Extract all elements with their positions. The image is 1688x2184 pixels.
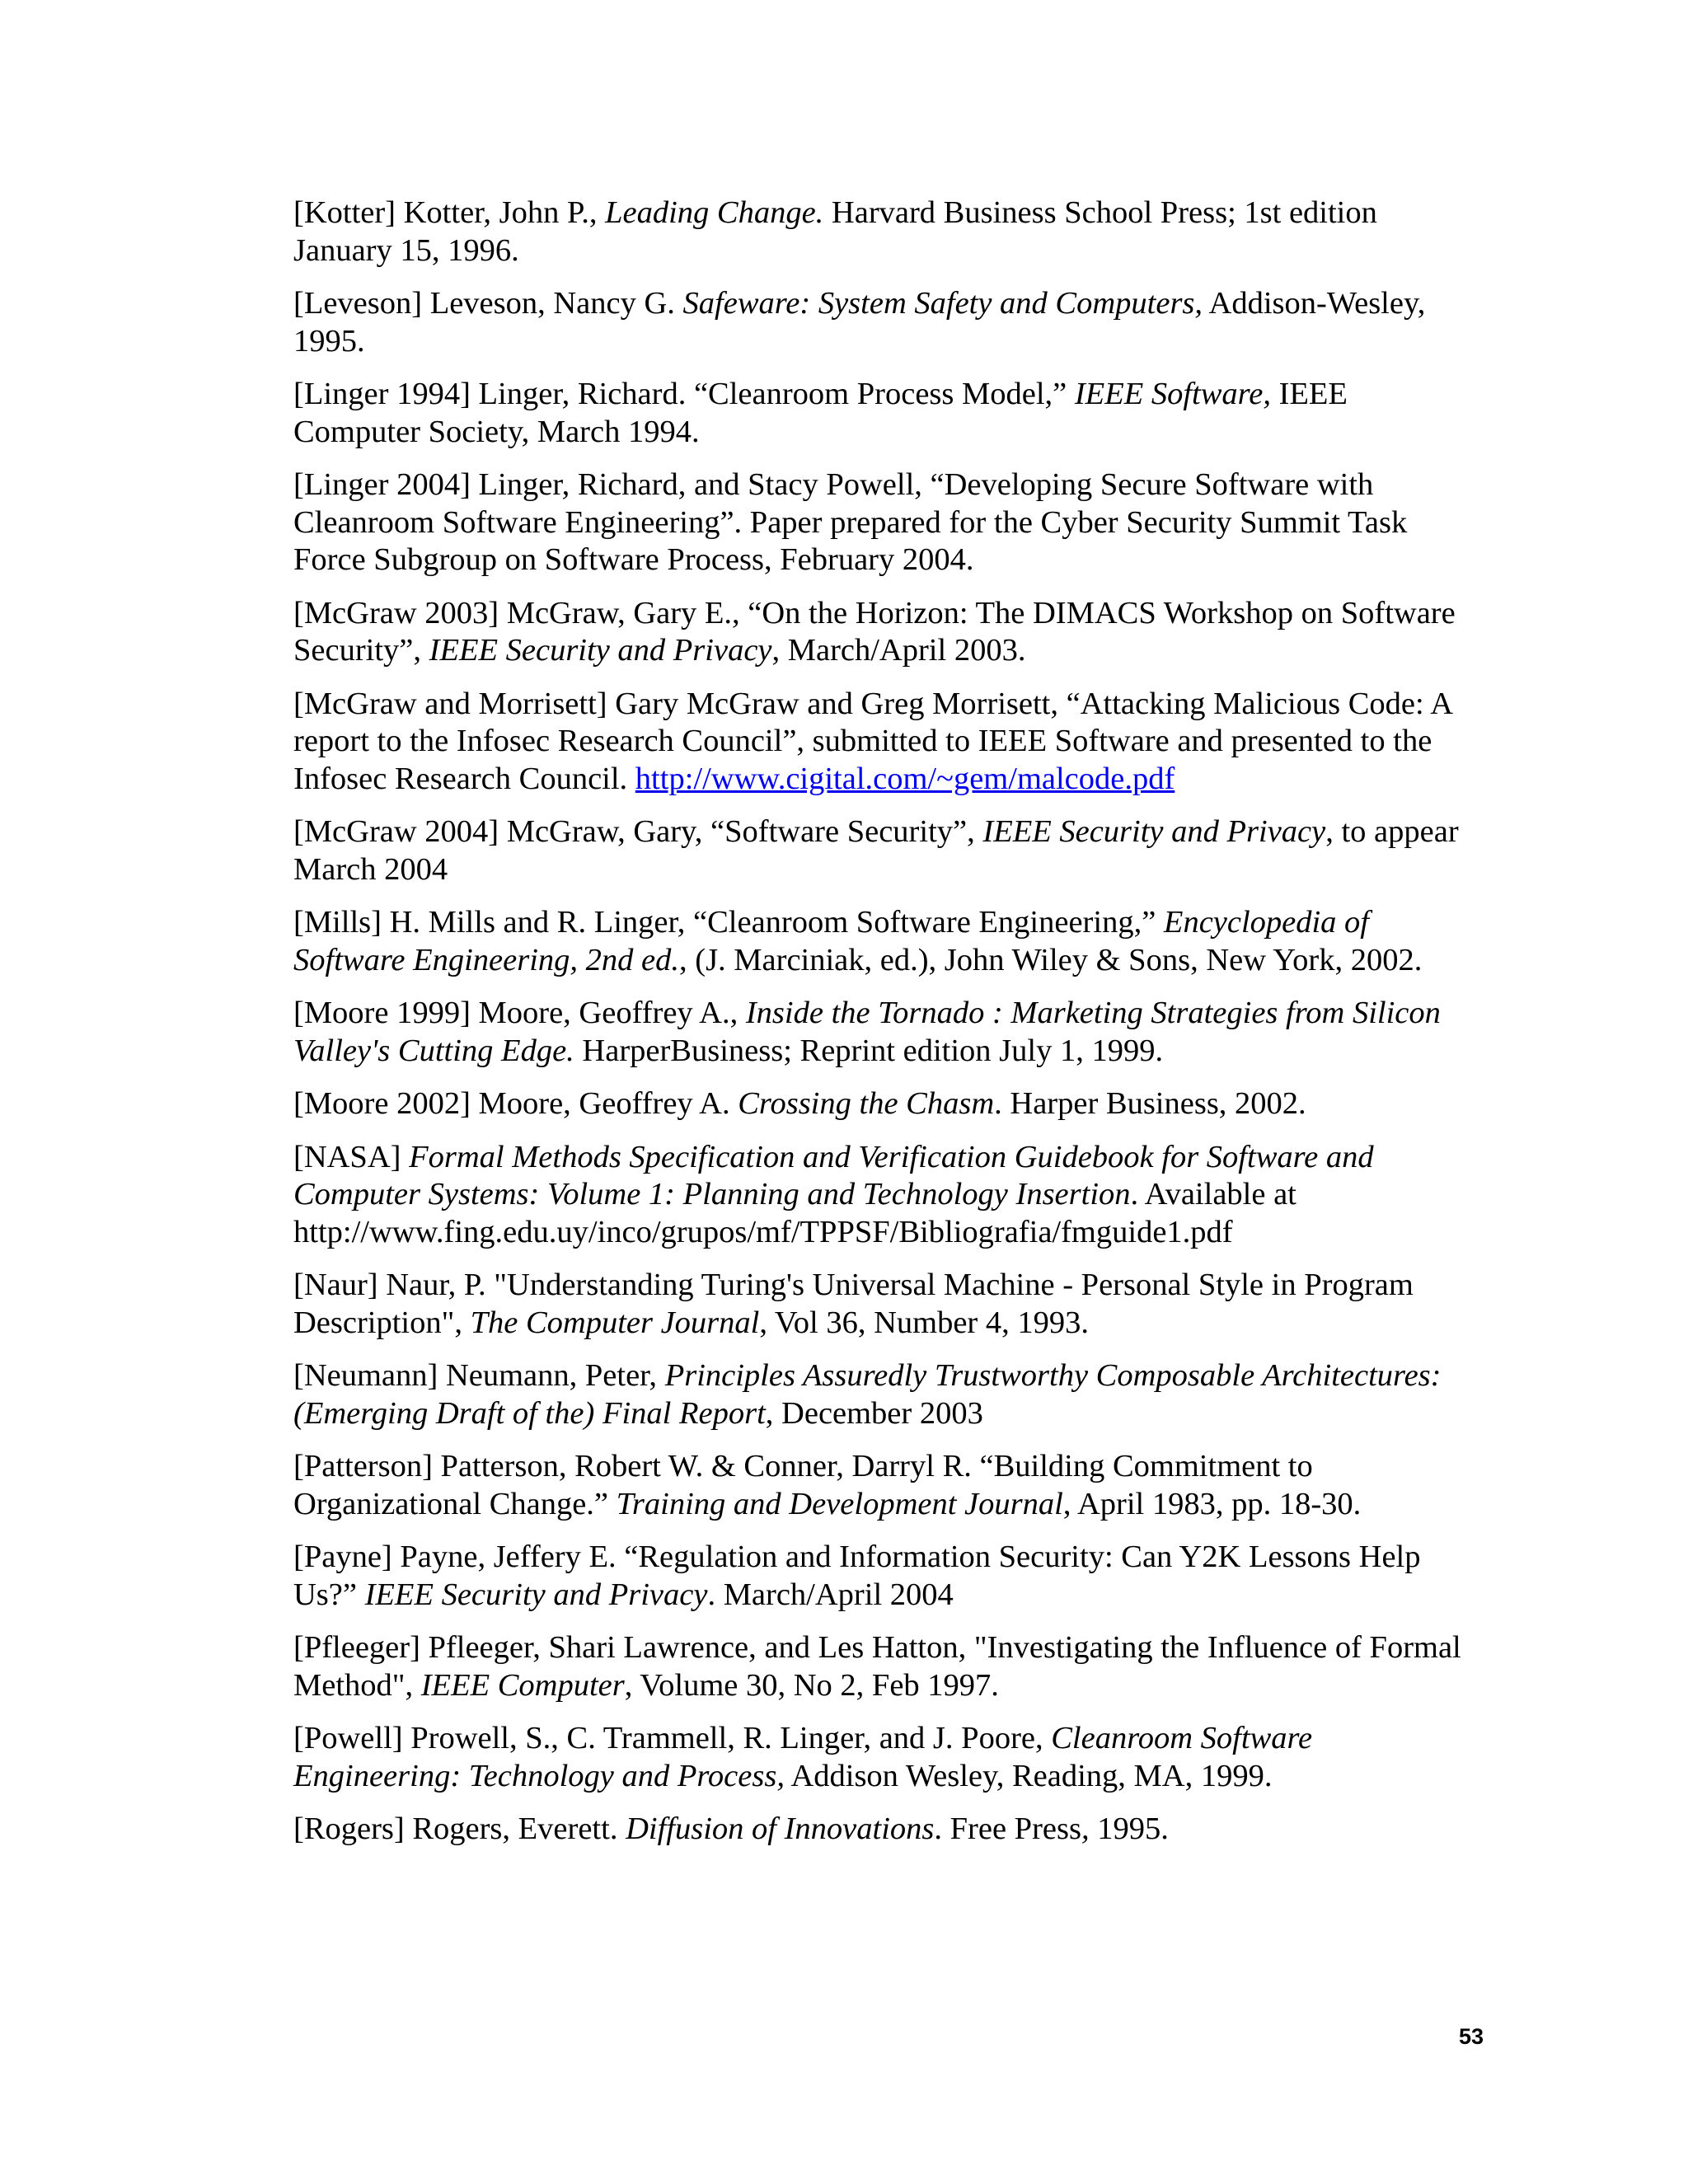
reference-entry [293,1720,1480,1795]
reference-text: , Volume 30, No 2, Feb 1997. [624,1667,999,1703]
reference-italic-text: Encyclopedia of Software Engineering, 2nd ed. [293,905,1370,977]
reference-list [293,194,1480,1864]
reference-entry [293,1811,1480,1849]
reference-text: , to appear March 2004 [293,814,1459,887]
reference-text: [McGraw 2004] McGraw, Gary, “Software Security”, [293,814,983,849]
reference-text: [Linger 2004] Linger, Richard, and Stacy Powell, “Developing Secure Software with Cleanroom Software Engineering”. Paper prepared for the Cyber Security Summit Task Force Subgroup on Software Process, February 2004. [293,467,1408,577]
reference-text: , Vol 36, Number 4, 1993. [759,1305,1090,1340]
reference-text: [Naur] Naur, P. "Understanding Turing's Universal Machine - Personal Style in Program Description", [293,1268,1414,1340]
reference-italic-text: Leading Change. [605,195,824,230]
reference-entry [293,995,1480,1070]
reference-text: [Linger 1994] Linger, Richard. “Cleanroom Process Model,” [293,377,1075,411]
reference-text: 1995. [1089,1811,1169,1846]
reference-text: [Moore 2002] Moore, Geoffrey A. [293,1086,738,1121]
reference-italic-text: Diffusion of Innovations [626,1811,935,1846]
reference-text: [NASA] [293,1139,410,1174]
reference-text: [Kotter] Kotter, John P., [293,195,606,230]
reference-text: , (J. Marciniak, ed.), John Wiley & Sons, New York, 2002. [679,942,1423,977]
reference-text: , April 1983, pp. 18-30. [1062,1486,1362,1521]
reference-entry [293,1357,1480,1432]
reference-text: [Leveson] Leveson, Nancy G. [293,286,683,321]
reference-entry [293,194,1480,269]
reference-text: . Available at http://www.fing.edu.uy/inco/grupos/mf/TPPSF/Bibliografia/fmguide1.pdf [293,1177,1296,1249]
reference-text: HarperBusiness; Reprint edition July 1, 1999. [574,1033,1164,1068]
reference-italic-text: , [1081,1811,1090,1846]
reference-text: [Powell] Prowell, S., C. Trammell, R. Linger, and J. Poore, [293,1721,1052,1755]
reference-entry [293,285,1480,360]
reference-entry [293,1448,1480,1523]
reference-text: . Free Press [934,1811,1081,1846]
reference-entry [293,1629,1480,1704]
reference-text: [Moore 1999] Moore, Geoffrey A., [293,996,746,1030]
reference-text: , March/April 2003. [771,633,1026,668]
reference-entry [293,1085,1480,1123]
reference-text: Harvard Business School Press; 1st edition January 15, 1996. [293,195,1377,268]
reference-entry [293,1267,1480,1342]
reference-entry [293,904,1480,979]
reference-italic-text: Inside the Tornado : Marketing Strategies from Silicon Valley's Cutting Edge. [293,996,1441,1068]
reference-entry [293,1139,1480,1252]
reference-italic-text: IEEE Software, [1074,377,1271,411]
reference-text: IEEE Computer Society, March 1994. [293,377,1348,449]
reference-entry [293,376,1480,451]
reference-text: Addison Wesley, Reading, MA, 1999. [784,1758,1273,1793]
reference-link[interactable]: http://www.cigital.com/~gem/malcode.pdf [635,761,1175,796]
reference-text: . Harper Business, 2002. [994,1086,1306,1121]
reference-text: [Pfleeger] Pfleeger, Shari Lawrence, and Les Hatton, "Investigating the Influence of Formal Method", [293,1630,1461,1703]
reference-entry [293,1539,1480,1614]
reference-entry [293,686,1480,799]
page-number: 53 [1458,2024,1484,2049]
reference-italic-text: Principles Assuredly Trustworthy Composable Architectures: (Emerging Draft of the) Final Report [293,1358,1442,1431]
reference-italic-text: Cleanroom Software Engineering: Technology and Process, [293,1721,1313,1793]
reference-italic-text: Formal Methods Specification and Verification Guidebook for Software and Computer Systems: Volume 1: Planning and Technology Insertion [293,1139,1374,1212]
reference-text: , December 2003 [765,1395,983,1431]
reference-text: [Rogers] Rogers, Everett. [293,1811,626,1846]
reference-text: Addison-Wesley, 1995. [293,286,1426,359]
reference-italic-text: The Computer Journal [470,1305,760,1340]
reference-text: [McGraw 2003] McGraw, Gary E., “On the Horizon: The DIMACS Workshop on Software Security”, [293,595,1456,668]
reference-entry [293,813,1480,888]
reference-italic-text: Safeware: System Safety and Computers, [682,286,1203,321]
reference-italic-text: IEEE Security and Privacy [429,633,772,668]
reference-italic-text: Training and Development Journal [616,1486,1063,1521]
reference-text: [Neumann] Neumann, Peter, [293,1358,665,1393]
reference-italic-text: IEEE Security and Privacy [364,1577,708,1612]
reference-italic-text: Crossing the Chasm [738,1086,995,1121]
reference-text: [McGraw and Morrisett] Gary McGraw and Greg Morrisett, “Attacking Malicious Code: A report to the Infosec Research Council”, submitted to IEEE Software and presented to the Infosec Research Council. [293,686,1451,796]
reference-italic-text: IEEE Security and Privacy [982,814,1326,849]
reference-entry [293,466,1480,579]
reference-text: [Patterson] Patterson, Robert W. & Conner, Darryl R. “Building Commitment to Organizational Change.” [293,1449,1313,1521]
reference-entry [293,595,1480,670]
reference-text: [Mills] H. Mills and R. Linger, “Cleanroom Software Engineering,” [293,905,1164,940]
reference-text: . March/April 2004 [707,1577,954,1612]
reference-text: [Payne] Payne, Jeffery E. “Regulation and Information Security: Can Y2K Lessons Help Us?” [293,1540,1421,1612]
reference-italic-text: IEEE Computer [420,1667,625,1703]
